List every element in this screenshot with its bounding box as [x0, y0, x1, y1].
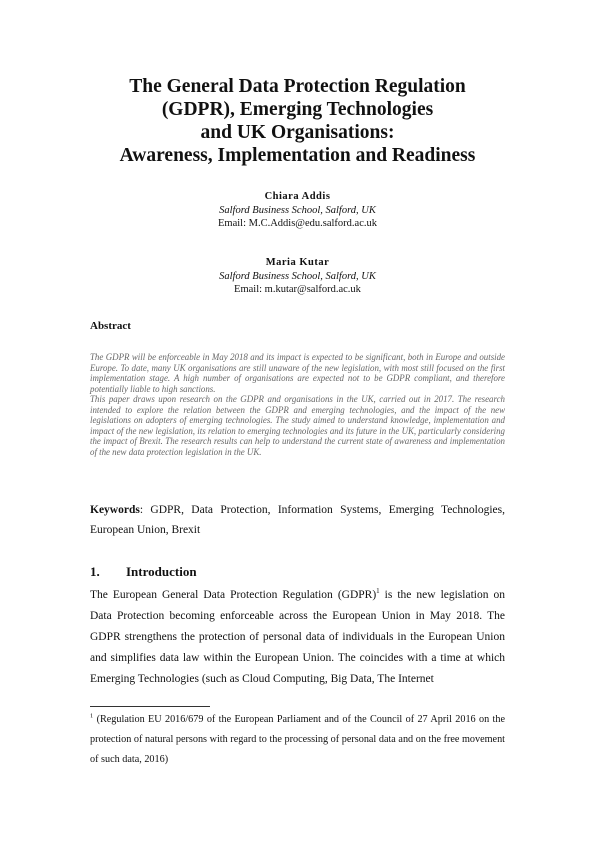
author-block: [90, 256, 505, 297]
author-email: Email: M.C.Addis@edu.salford.ac.uk: [218, 218, 377, 229]
author-affiliation: Salford Business School, Salford, UK: [219, 270, 376, 282]
section-heading: [90, 564, 197, 580]
footnote-divider: [90, 706, 210, 707]
paper-title: [70, 75, 525, 167]
footnote-reference[interactable]: 1: [376, 587, 380, 596]
title-line: and UK Organisations:: [200, 122, 395, 143]
intro-paragraph: [90, 585, 505, 690]
author-name: Maria Kutar: [265, 257, 330, 268]
section-number: 1.: [90, 564, 100, 579]
footnote: [90, 710, 505, 770]
keywords-list: : GDPR, Data Protection, Information Systems, Emerging Technologies, European Union, Brexit: [90, 504, 505, 536]
author-affiliation: Salford Business School, Salford, UK: [219, 204, 376, 216]
keywords-label: Keywords: [90, 504, 140, 516]
title-line: Awareness, Implementation and Readiness: [119, 145, 476, 166]
intro-text: The European General Data Protection Regulation (GDPR): [90, 589, 377, 601]
abstract-paragraph: This paper draws upon research on the GDPR and organisations in the UK, carried out in 2017. The research intended to explore the relation between the GDPR and emerging technologies, and the impact of the new legislations on adopters of emerging technologies. The study aimed to understand knowledge, implementation and impact of the new legislation, its relation to emerging technologies and its future in the UK, particularly considering the impact of Brexit. The research results can help to understand the current state of awareness and implementation of the new data protection legislation in the UK.: [90, 394, 505, 457]
author-name: Chiara Addis: [264, 191, 331, 202]
intro-text: is the new legislation on Data Protection becoming enforceable across the European Union in May 2018. The GDPR strengthens the protection of personal data of individuals in the European Union and simplifies data law within the European Union. The coincides with a time at which Emerging Technologies (such as Cloud Computing, Big Data, The Internet: [90, 589, 505, 685]
footnote-text: (Regulation EU 2016/679 of the European Parliament and of the Council of 27 April 2016 on the protection of natural persons with regard to the processing of personal data and on the free movement of such data, 2016): [90, 714, 505, 765]
footnote-mark: 1: [90, 712, 94, 720]
abstract-heading: Abstract: [90, 320, 131, 332]
keywords: [90, 500, 505, 540]
title-line: The General Data Protection Regulation: [129, 76, 466, 97]
title-line: (GDPR), Emerging Technologies: [161, 99, 434, 120]
abstract-body: [90, 352, 505, 457]
author-email: Email: m.kutar@salford.ac.uk: [234, 284, 361, 295]
author-block: [90, 190, 505, 231]
abstract-paragraph: The GDPR will be enforceable in May 2018 and its impact is expected to be significant, both in Europe and outside Europe. To date, many UK organisations are still unaware of the new legislation, with most still focused on the first implementation stage. A high number of organisations are expected not to be GDPR compliant, and therefore potentially liable to high sanctions.: [90, 352, 505, 394]
section-title: Introduction: [126, 564, 197, 579]
